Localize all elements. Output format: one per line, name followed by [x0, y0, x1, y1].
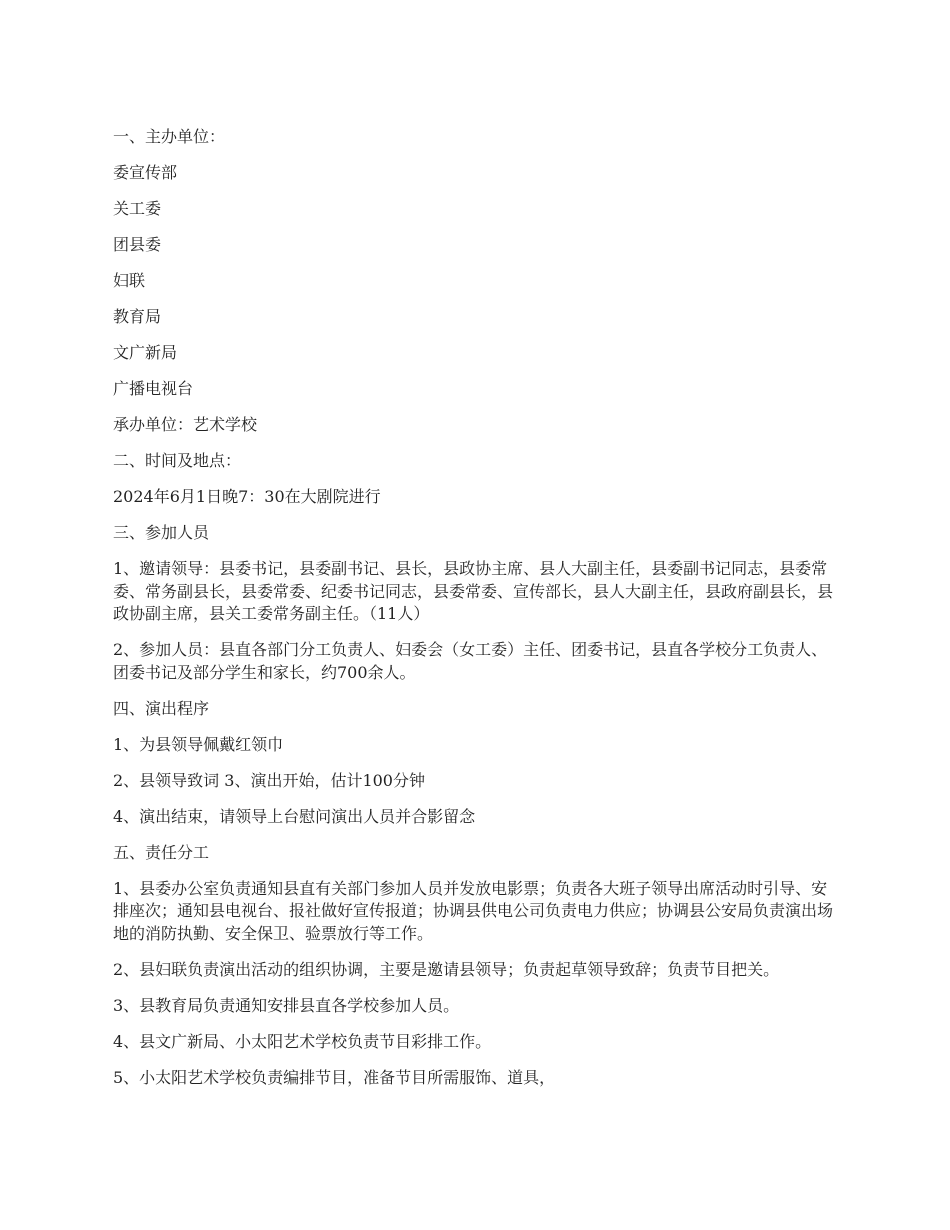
responsibility-item: 5、小太阳艺术学校负责编排节目，准备节目所需服饰、道具， [113, 1067, 556, 1087]
section-heading-time-place: 二、时间及地点： [113, 451, 242, 470]
responsibility-item: 3、县教育局负责通知安排县直各学校参加人员。 [113, 995, 460, 1015]
organizer-item: 团县委 [113, 235, 162, 254]
participants-leaders: 1、邀请领导：县委书记，县委副书记、县长，县政协主席、县人大副主任，县委副书记同志，县委常委、常务副县长，县委常委、纪委书记同志，县委常委、宣传部长，县人大副主任，县政府副县长，县政协副主席，县关工委常务副主任。（11人） [113, 559, 834, 623]
section-heading-responsibilities: 五、责任分工 [113, 842, 210, 862]
organizer-item: 教育局 [113, 307, 162, 326]
organizer-item: 关工委 [113, 199, 162, 218]
organizer-item: 广播电视台 [113, 379, 194, 398]
document-body [113, 126, 843, 1103]
organizer-item: 文广新局 [113, 343, 178, 362]
responsibility-item: 4、县文广新局、小太阳艺术学校负责节目彩排工作。 [113, 1031, 492, 1051]
participants-attendees: 2、参加人员：县直各部门分工负责人、妇委会（女工委）主任、团委书记，县直各学校分工负责人、团委书记及部分学生和家长，约700余人。 [113, 640, 828, 682]
host-unit: 承办单位：艺术学校 [113, 415, 258, 434]
organizer-item: 委宣传部 [113, 163, 178, 182]
program-item: 2、县领导致词 3、演出开始，估计100分钟 [113, 770, 425, 790]
time-place-text: 2024年6月1日晚7：30在大剧院进行 [113, 487, 381, 506]
program-item: 1、为县领导佩戴红领巾 [113, 734, 284, 754]
section-heading-organizers: 一、主办单位： [113, 127, 226, 146]
responsibility-item: 1、县委办公室负责通知县直有关部门参加人员并发放电影票；负责各大班子领导出席活动时引导、安排座次；通知县电视台、报社做好宣传报道；协调县供电公司负责电力供应；协调县公安局负责演出场地的消防执勤、安全保卫、验票放行等工作。 [113, 878, 834, 943]
section-heading-program: 四、演出程序 [113, 698, 210, 718]
program-item: 4、演出结束，请领导上台慰问演出人员并合影留念 [113, 806, 476, 826]
organizer-item: 妇联 [113, 271, 146, 290]
responsibility-item: 2、县妇联负责演出活动的组织协调，主要是邀请县领导；负责起草领导致辞；负责节目把关。 [113, 959, 780, 979]
section-heading-participants: 三、参加人员 [113, 523, 210, 542]
